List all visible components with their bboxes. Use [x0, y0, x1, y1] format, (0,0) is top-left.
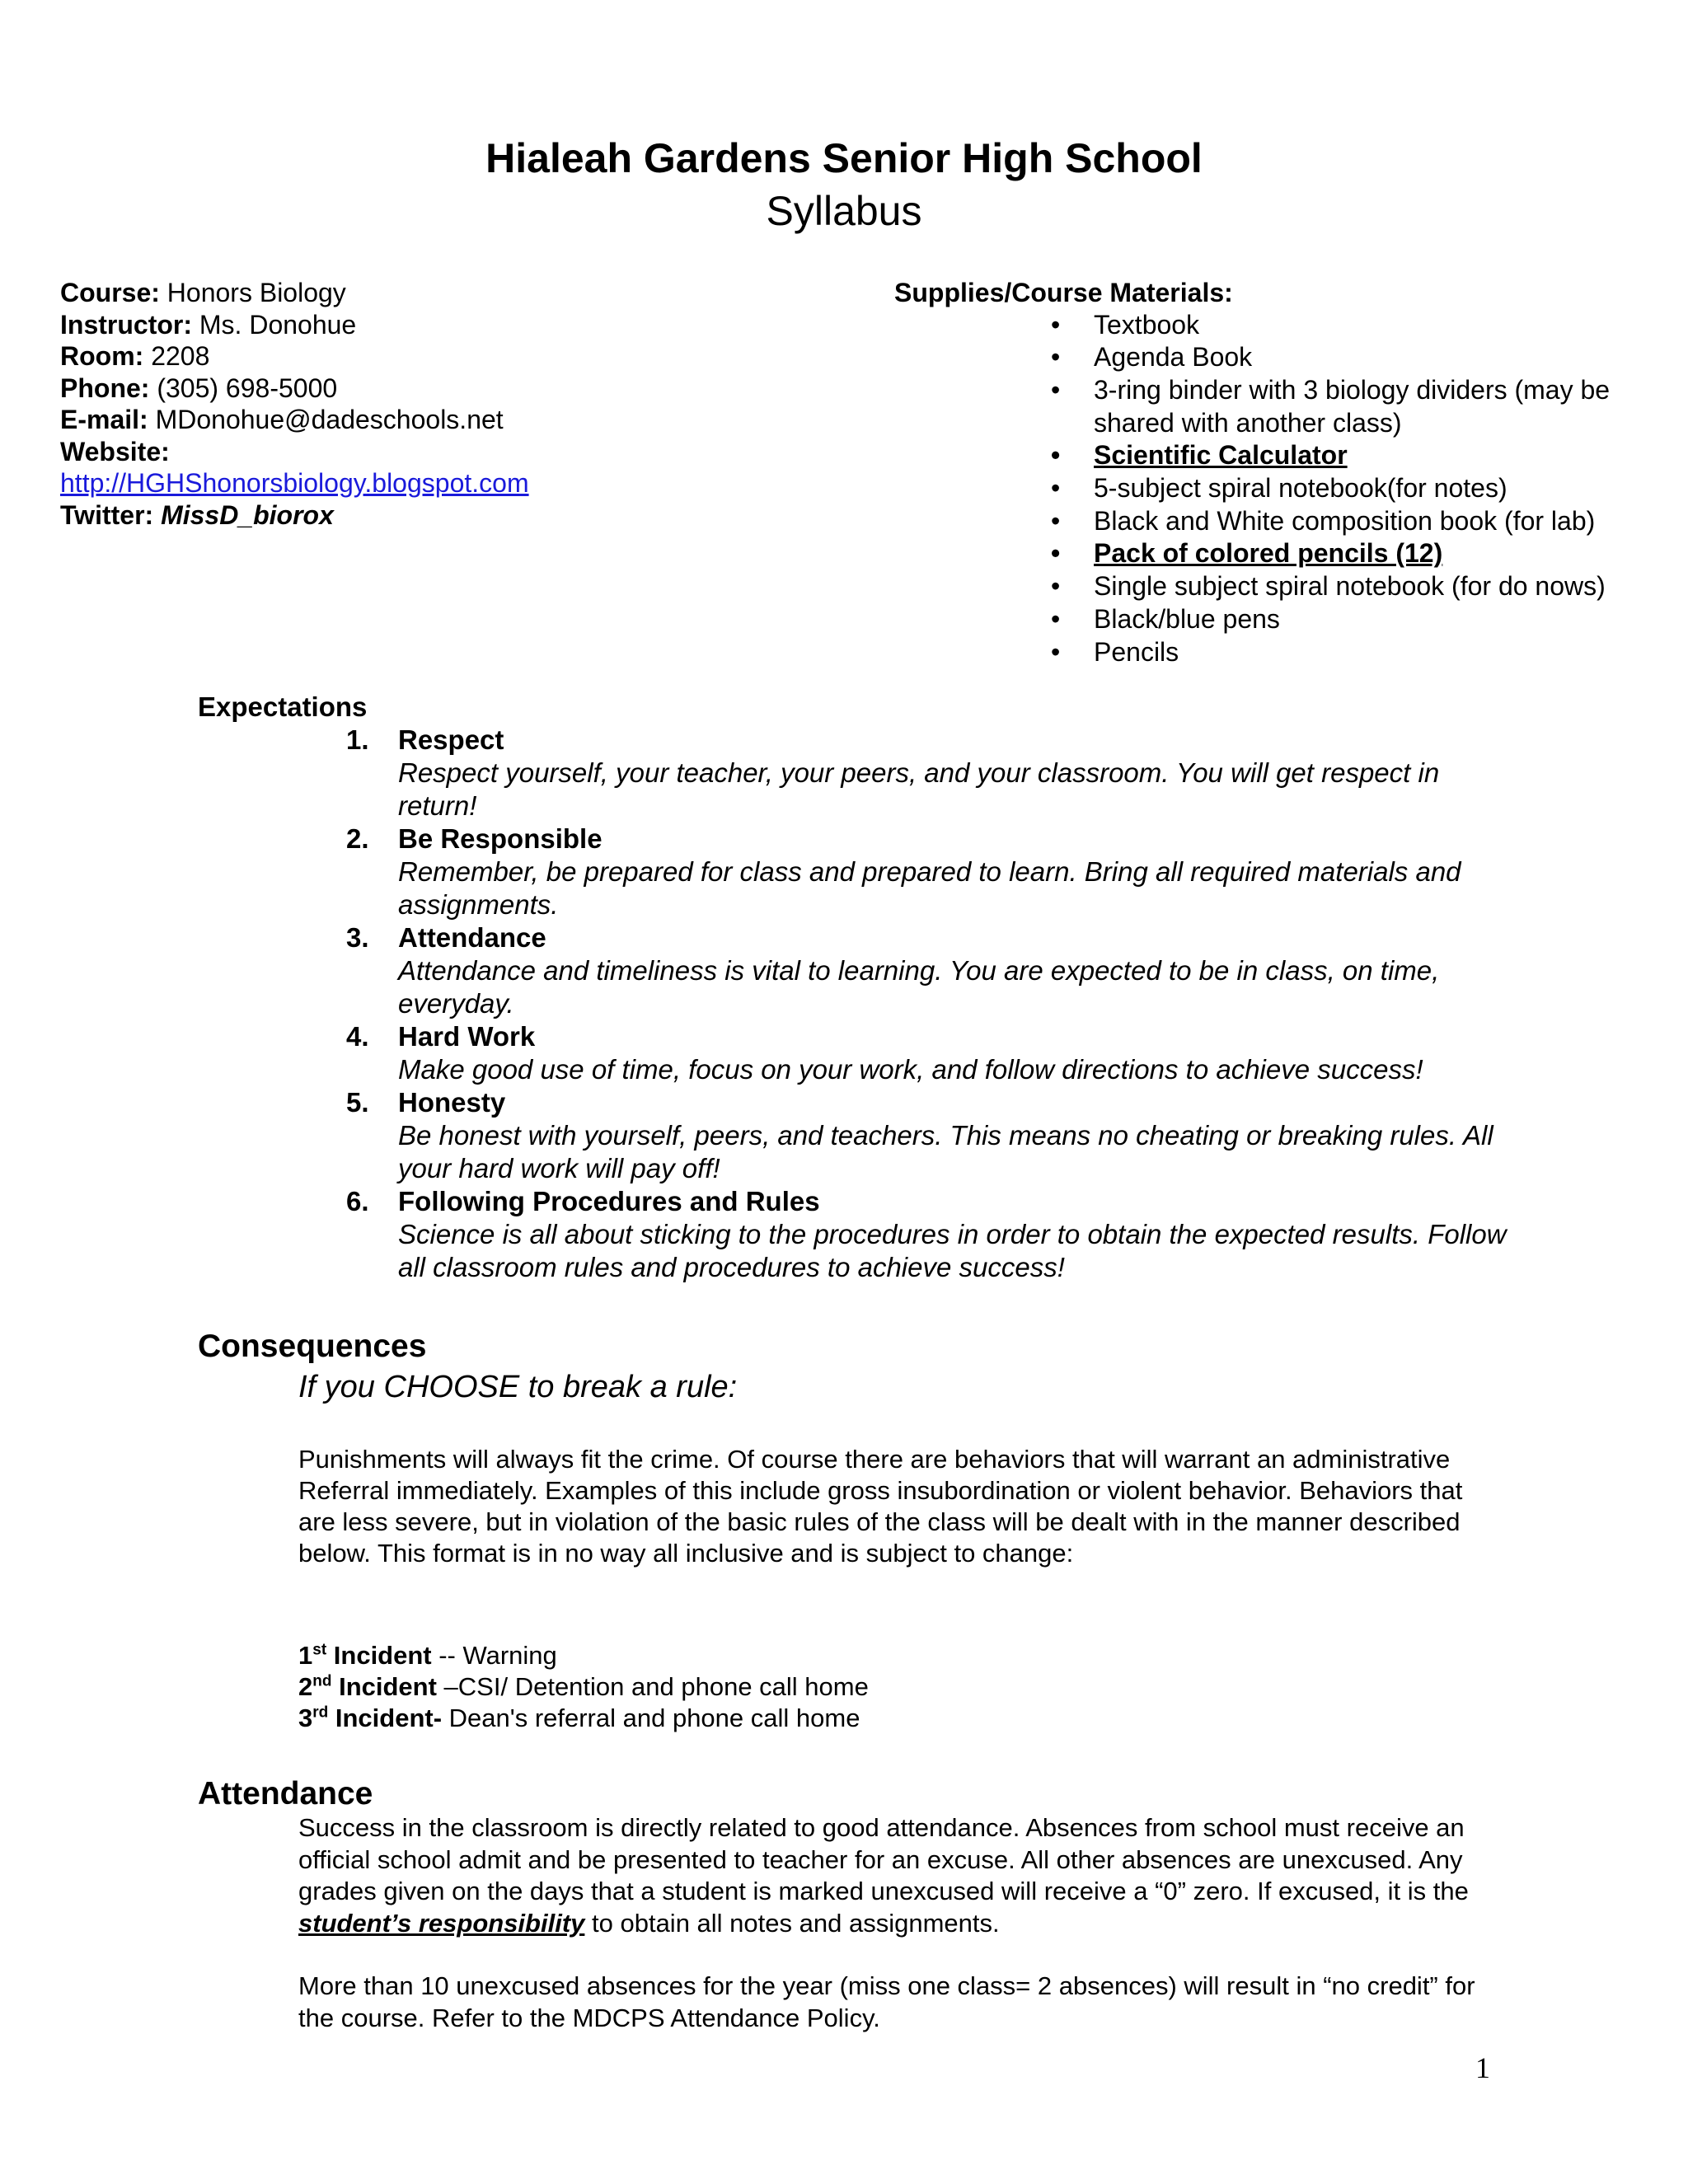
twitter-line	[60, 499, 802, 532]
phone-line	[60, 373, 802, 405]
phone-label: Phone:	[60, 373, 150, 403]
twitter-label: Twitter:	[60, 499, 154, 530]
consequences-heading: Consequences	[198, 1329, 427, 1364]
list-item: 2. Be Responsible Remember, be prepared for class and prepared to learn. Bring all required materials and assignments.	[346, 823, 1461, 920]
room-value: 2208	[151, 341, 210, 371]
list-item: • Scientific Calculator	[894, 439, 1669, 472]
list-item: 1st Incident -- Warning	[298, 1641, 557, 1670]
course-line	[60, 277, 802, 309]
bullet-icon: •	[1051, 342, 1061, 373]
email-label: E-mail:	[60, 405, 148, 434]
attendance-heading: Attendance	[198, 1776, 373, 1811]
list-item: • Pack of colored pencils (12)	[894, 537, 1669, 570]
supplies-list	[894, 309, 1669, 669]
list-item: 6. Following Procedures and Rules Science is all about sticking to the procedures in order to obtain the expected results. Follow all classroom rules and procedures to achieve success!	[346, 1186, 1507, 1282]
list-item: • Textbook	[894, 309, 1669, 342]
website-line	[60, 436, 802, 468]
website-link[interactable]: http://HGHShonorsbiology.blogspot.com	[60, 468, 529, 498]
bullet-icon: •	[1051, 440, 1061, 471]
list-item: • 3-ring binder with 3 biology dividers (may be shared with another class)	[1051, 374, 1611, 438]
bullet-icon: •	[1051, 473, 1061, 504]
room-label: Room:	[60, 341, 144, 371]
instructor-line	[60, 309, 802, 341]
email-value: MDonohue@dadeschools.net	[155, 405, 504, 434]
course-info-block	[60, 277, 802, 531]
email-line	[60, 404, 802, 436]
expectations-list	[198, 724, 1517, 1284]
expectations-block	[198, 691, 1517, 1284]
expectations-heading: Expectations	[198, 691, 368, 722]
page-number: 1	[1475, 2051, 1490, 2084]
list-item: 3rd Incident- Dean's referral and phone call home	[298, 1704, 860, 1732]
website-label: Website:	[60, 436, 170, 466]
course-value: Honors Biology	[166, 278, 346, 307]
list-item: • Black/blue pens	[894, 603, 1669, 636]
list-item: 4. Hard Work Make good use of time, focus on your work, and follow directions to achieve success!	[346, 1021, 1423, 1085]
bullet-icon: •	[1051, 603, 1061, 634]
bullet-icon: •	[1051, 505, 1061, 536]
bullet-icon: •	[1051, 636, 1061, 667]
attendance-paragraph-1: Success in the classroom is directly related to good attendance. Absences from school must receive an official school admit and be presented to teacher for an excuse. All other absences are unexcused. Any grades given on the days that a student is marked unexcused will receive a “0” zero. If excused, it is the student’s responsibility to obtain all notes and assignments.	[298, 1813, 1469, 1938]
instructor-label: Instructor:	[60, 309, 192, 340]
instructor-value: Ms. Donohue	[199, 309, 357, 340]
list-item: • 5-subject spiral notebook(for notes)	[894, 472, 1669, 505]
supplies-heading: Supplies/Course Materials:	[894, 278, 1233, 307]
consequences-choose-line: If you CHOOSE to break a rule:	[298, 1370, 738, 1404]
list-item: 3. Attendance Attendance and timeliness is vital to learning. You are expected to be in class, on time, everyday.	[346, 922, 1440, 1019]
list-item: 1. Respect Respect yourself, your teacher, your peers, and your classroom. You will get respect in return!	[346, 724, 1440, 821]
school-title: Hialeah Gardens Senior High School	[485, 135, 1203, 181]
consequences-paragraph: Punishments will always fit the crime. Of course there are behaviors that will warrant an administrative Referral immediately. Examples of this include gross insubordination or violent behavior. Behaviors that are less severe, but in violation of the basic rules of the class will be dealt with in the manner described below. This format is in no way all inclusive and is subject to change:	[298, 1445, 1463, 1568]
bullet-icon: •	[1051, 571, 1061, 602]
attendance-paragraph-2: More than 10 unexcused absences for the year (miss one class= 2 absences) will result in “no credit” for the course. Refer to the MDCPS Attendance Policy.	[298, 1971, 1475, 2032]
bullet-icon: •	[1051, 538, 1061, 569]
phone-value: (305) 698-5000	[157, 373, 338, 403]
list-item: • Agenda Book	[894, 341, 1669, 374]
bullet-icon: •	[1051, 374, 1061, 405]
list-item: 5. Honesty Be honest with yourself, peers, and teachers. This means no cheating or breaking rules. All your hard work will pay off!	[346, 1087, 1493, 1183]
student-responsibility-emphasis: student’s responsibility	[298, 1908, 585, 1938]
document-type: Syllabus	[766, 188, 922, 234]
room-line	[60, 340, 802, 373]
supplies-block	[894, 277, 1669, 668]
incident-list	[298, 1640, 869, 1734]
list-item: • Pencils	[894, 636, 1669, 669]
list-item: • Black and White composition book (for lab)	[894, 505, 1669, 538]
list-item: 2nd Incident –CSI/ Detention and phone call home	[298, 1672, 869, 1701]
list-item: • Single subject spiral notebook (for do nows)	[894, 570, 1669, 603]
twitter-handle: MissD_biorox	[161, 499, 334, 530]
course-label: Course:	[60, 278, 160, 307]
bullet-icon: •	[1051, 309, 1061, 340]
